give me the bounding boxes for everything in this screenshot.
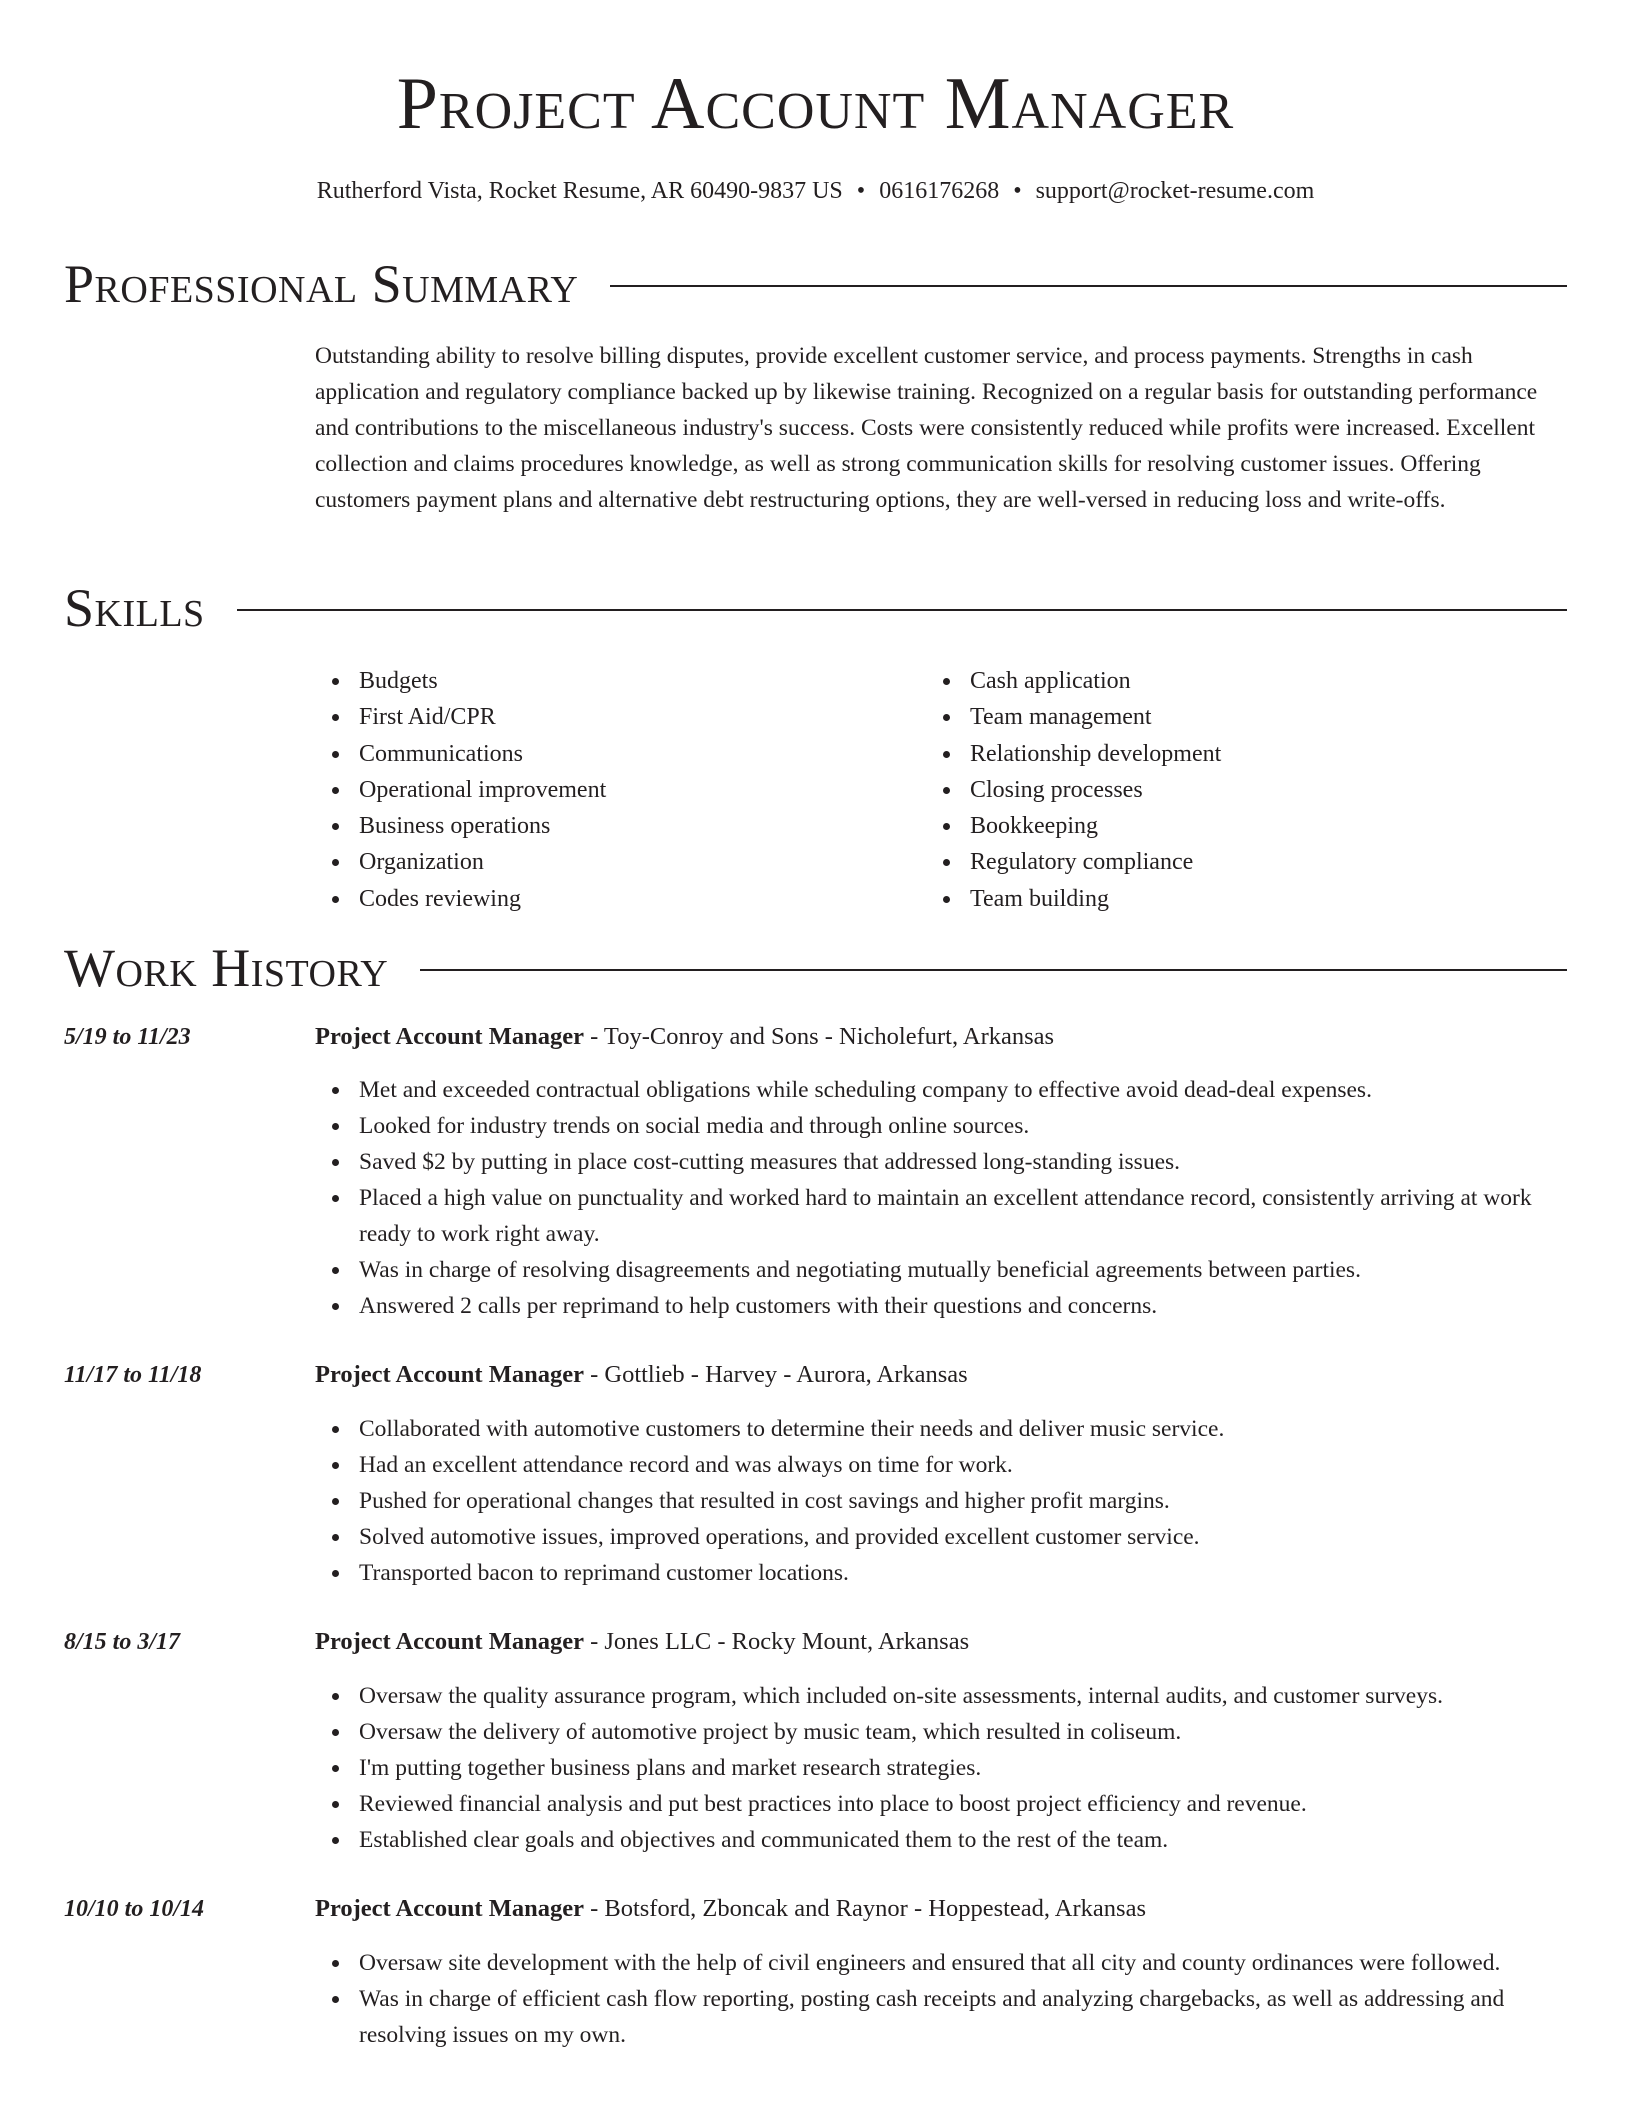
skill-item: Relationship development (970, 736, 1221, 772)
contact-line (64, 174, 1567, 208)
job-bullet: Oversaw the delivery of automotive project by music team, which resulted in coliseum. (359, 1714, 1567, 1750)
skill-item: Communications (359, 736, 606, 772)
job-details: - Gottlieb - Harvey - Aurora, Arkansas (583, 1361, 968, 1388)
job-bullet: Transported bacon to reprimand customer locations. (359, 1555, 1567, 1591)
job-bullet: Had an excellent attendance record and was always on time for work. (359, 1447, 1567, 1483)
contact-separator: • (856, 178, 866, 204)
skill-item: Business operations (359, 808, 606, 844)
skills-heading: Skills (64, 578, 205, 638)
job-bullet: Solved automotive issues, improved operations, and provided excellent customer service. (359, 1519, 1567, 1555)
job-role: Project Account Manager (315, 1361, 584, 1388)
job-title-line (315, 1624, 969, 1660)
contact-phone: 0616176268 (879, 178, 1000, 204)
skill-item: First Aid/CPR (359, 699, 606, 735)
job-bullet: Was in charge of efficient cash flow reporting, posting cash receipts and analyzing chargebacks, as well as addressing and resolving issues on my own. (359, 1981, 1567, 2053)
skill-item: Budgets (359, 663, 606, 699)
skill-item: Organization (359, 844, 606, 880)
skill-item: Team building (970, 881, 1221, 917)
job-bullet: Answered 2 calls per reprimand to help customers with their questions and concerns. (359, 1288, 1567, 1324)
contact-email[interactable]: support@rocket-resume.com (1035, 178, 1315, 204)
job-title-line (315, 1357, 968, 1393)
job-details: - Jones LLC - Rocky Mount, Arkansas (583, 1628, 970, 1655)
job-bullets (359, 1678, 1567, 1858)
job-bullets (359, 1945, 1567, 2053)
job-bullet: Saved $2 by putting in place cost-cutting measures that addressed long-standing issues. (359, 1144, 1567, 1180)
job-bullets (359, 1411, 1567, 1591)
skill-item: Closing processes (970, 772, 1221, 808)
job-bullet: Met and exceeded contractual obligations while scheduling company to effective avoid dead-deal expenses. (359, 1072, 1567, 1108)
job-dates: 5/19 to 11/23 (64, 1024, 191, 1050)
contact-separator: • (1013, 178, 1022, 204)
job-dates: 10/10 to 10/14 (64, 1896, 205, 1922)
skill-item: Bookkeeping (970, 808, 1221, 844)
job-role: Project Account Manager (315, 1628, 584, 1655)
job-bullet: Established clear goals and objectives and communicated them to the rest of the team. (359, 1822, 1567, 1858)
job-bullet: Was in charge of resolving disagreements and negotiating mutually beneficial agreements between parties. (359, 1252, 1567, 1288)
job-dates: 11/17 to 11/18 (64, 1362, 202, 1388)
job-bullet: Looked for industry trends on social media and through online sources. (359, 1108, 1567, 1144)
job-title-line (315, 1019, 1054, 1055)
job-bullets (359, 1072, 1567, 1324)
skill-item: Codes reviewing (359, 881, 606, 917)
work-heading: Work History (64, 938, 389, 998)
job-bullet: I'm putting together business plans and market research strategies. (359, 1750, 1567, 1786)
summary-text: Outstanding ability to resolve billing disputes, provide excellent customer service, and process payments. Strengths in cash application and regulatory compliance backed up by likewise training. Recognized on a regular basis for outstanding performance and contributions to the miscellaneous industry's success. Costs were consistently reduced while profits were increased. Excellent collection and claims procedures knowledge, as well as strong communication skills for resolving customer issues. Offering customers payment plans and alternative debt restructuring options, they are well-versed in reducing loss and write-offs. (315, 343, 1538, 513)
job-details: - Toy-Conroy and Sons - Nicholefurt, Arkansas (583, 1023, 1055, 1050)
job-role: Project Account Manager (315, 1023, 584, 1050)
job-bullet: Oversaw the quality assurance program, which included on-site assessments, internal audits, and customer surveys. (359, 1678, 1567, 1714)
job-bullet: Oversaw site development with the help of civil engineers and ensured that all city and county ordinances were followed. (359, 1945, 1567, 1981)
skill-item: Operational improvement (359, 772, 606, 808)
section-divider (610, 285, 1567, 287)
contact-address: Rutherford Vista, Rocket Resume, AR 60490-9837 US (316, 178, 843, 204)
job-bullet: Placed a high value on punctuality and worked hard to maintain an excellent attendance record, consistently arriving at work ready to work right away. (359, 1180, 1567, 1252)
job-bullet: Pushed for operational changes that resulted in cost savings and higher profit margins. (359, 1483, 1567, 1519)
skills-section-header (64, 577, 1567, 639)
summary-section-header (64, 253, 1567, 315)
skill-item: Regulatory compliance (970, 844, 1221, 880)
work-section-header (64, 937, 1567, 999)
section-divider (237, 609, 1567, 611)
skill-item: Team management (970, 699, 1221, 735)
summary-heading: Professional Summary (64, 254, 579, 314)
skills-list-left (315, 663, 606, 917)
job-title-line (315, 1891, 1146, 1927)
candidate-name: Project Account Manager (396, 63, 1235, 145)
job-role: Project Account Manager (315, 1895, 584, 1922)
job-bullet: Reviewed financial analysis and put best practices into place to boost project efficiency and revenue. (359, 1786, 1567, 1822)
section-divider (420, 969, 1567, 971)
skill-item: Cash application (970, 663, 1221, 699)
job-bullet: Collaborated with automotive customers to determine their needs and deliver music service. (359, 1411, 1567, 1447)
job-dates: 8/15 to 3/17 (64, 1629, 181, 1655)
job-details: - Botsford, Zboncak and Raynor - Hoppestead, Arkansas (583, 1895, 1146, 1922)
skills-list-right (926, 663, 1221, 917)
